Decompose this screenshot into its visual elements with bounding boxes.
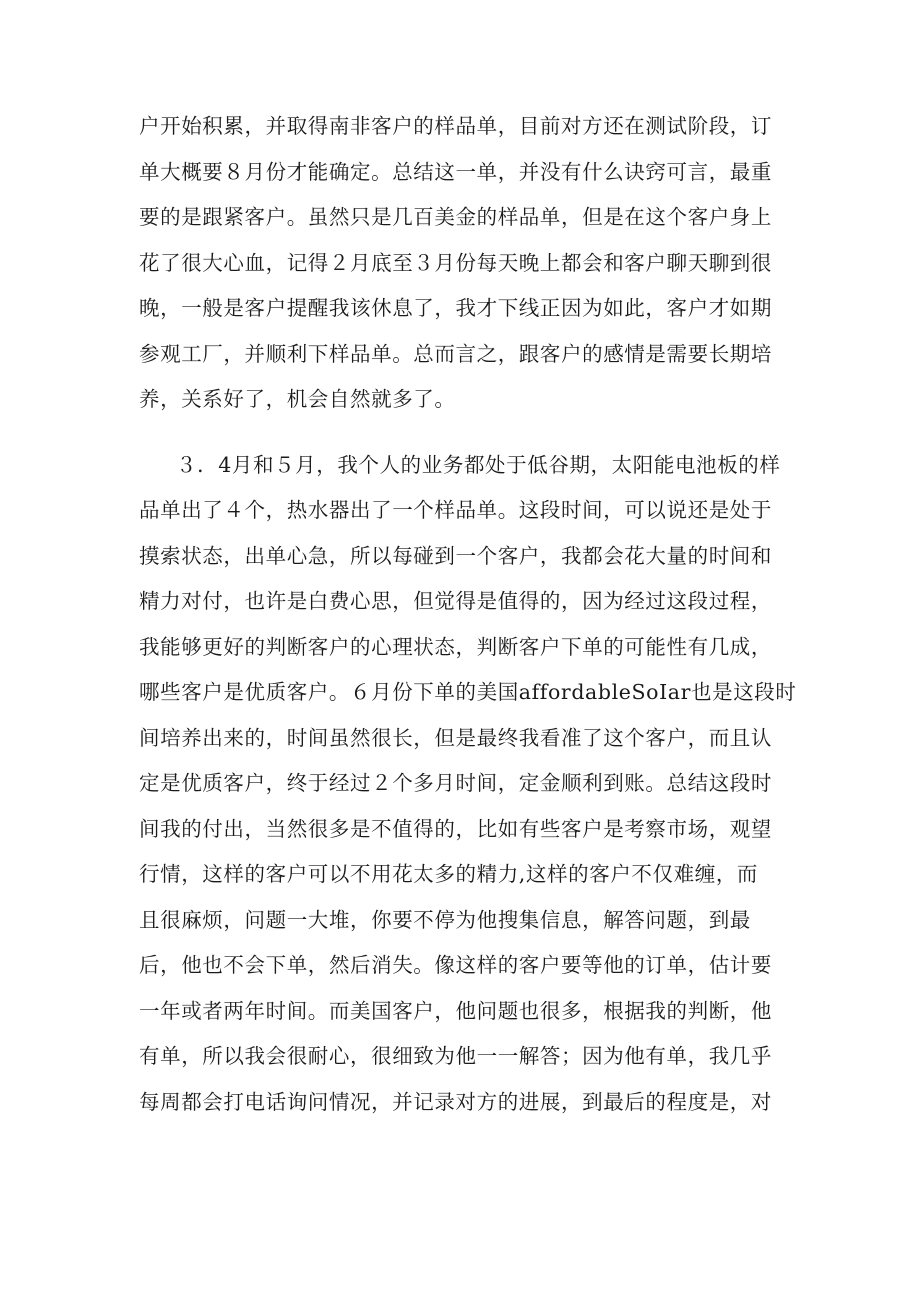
- text-line: 一年或者两年时间。而美国客户，他问题也很多，根据我的判断，他: [139, 998, 772, 1023]
- text-line: 定是优质客户，终于经过２个多月时间，定金顺利到账。总结这段时: [139, 771, 772, 795]
- text-line: 行情，这样的客户可以不用花太多的精力,这样的客户不仅难缠，而: [139, 862, 759, 886]
- text-line: 有单，所以我会很耐心，很细致为他一一解答；因为他有单，我几乎: [139, 1044, 772, 1068]
- text-line: 间我的付出，当然很多是不值得的，比如有些客户是考察市场，观望: [139, 816, 772, 841]
- text-line: 晚，一般是客户提醒我该休息了，我才下线正因为如此，客户才如期: [139, 296, 772, 320]
- text-line: 花了很大心血，记得２月底至３月份每天晚上都会和客户聊天聊到很: [139, 250, 772, 275]
- text-line: 且很麻烦，问题一大堆，你要不停为他搜集信息，解答问题，到最: [139, 907, 751, 932]
- text-line: 间培养出来的，时间虽然很长，但是最终我看准了这个客户，而且认: [139, 725, 772, 750]
- text-line: 单大概要８月份才能确定。总结这一单，并没有什么诀窍可言，最重: [139, 159, 772, 184]
- paragraph-1: [139, 104, 799, 423]
- text-line: 摸索状态，出单心急，所以每碰到一个客户，我都会花大量的时间和: [139, 543, 772, 568]
- text-line: 后，他也不会下单，然后消失。像这样的客户要等他的订单，估计要: [139, 953, 772, 977]
- text-line: 哪些客户是优质客户。６月份下单的美国affordableSoIar也是这段时: [139, 680, 797, 704]
- paragraph-spacer: [139, 423, 920, 443]
- text-line: 养，关系好了，机会自然就多了。: [139, 387, 456, 411]
- paragraph-2: [139, 443, 799, 1126]
- text-line: 品单出了４个，热水器出了一个样品单。这段时间，可以说还是处于: [139, 498, 772, 522]
- text-line: 我能够更好的判断客户的心理状态，判断客户下单的可能性有几成，: [139, 634, 772, 659]
- text-line-first: ３．4月和５月，我个人的业务都处于低谷期，太阳能电池板的样: [176, 452, 781, 477]
- text-line: 参观工厂，并顺利下样品单。总而言之，跟客户的感情是需要长期培: [139, 341, 772, 366]
- text-line: 户开始积累，并取得南非客户的样品单，目前对方还在测试阶段，订: [139, 114, 772, 138]
- text-line: 要的是跟紧客户。虽然只是几百美金的样品单，但是在这个客户身上: [139, 205, 772, 229]
- text-line: 每周都会打电话询问情况，并记录对方的进展，到最后的程度是，对: [139, 1089, 772, 1114]
- text-line: 精力对付，也许是白费心思，但觉得是值得的，因为经过这段过程，: [139, 589, 772, 613]
